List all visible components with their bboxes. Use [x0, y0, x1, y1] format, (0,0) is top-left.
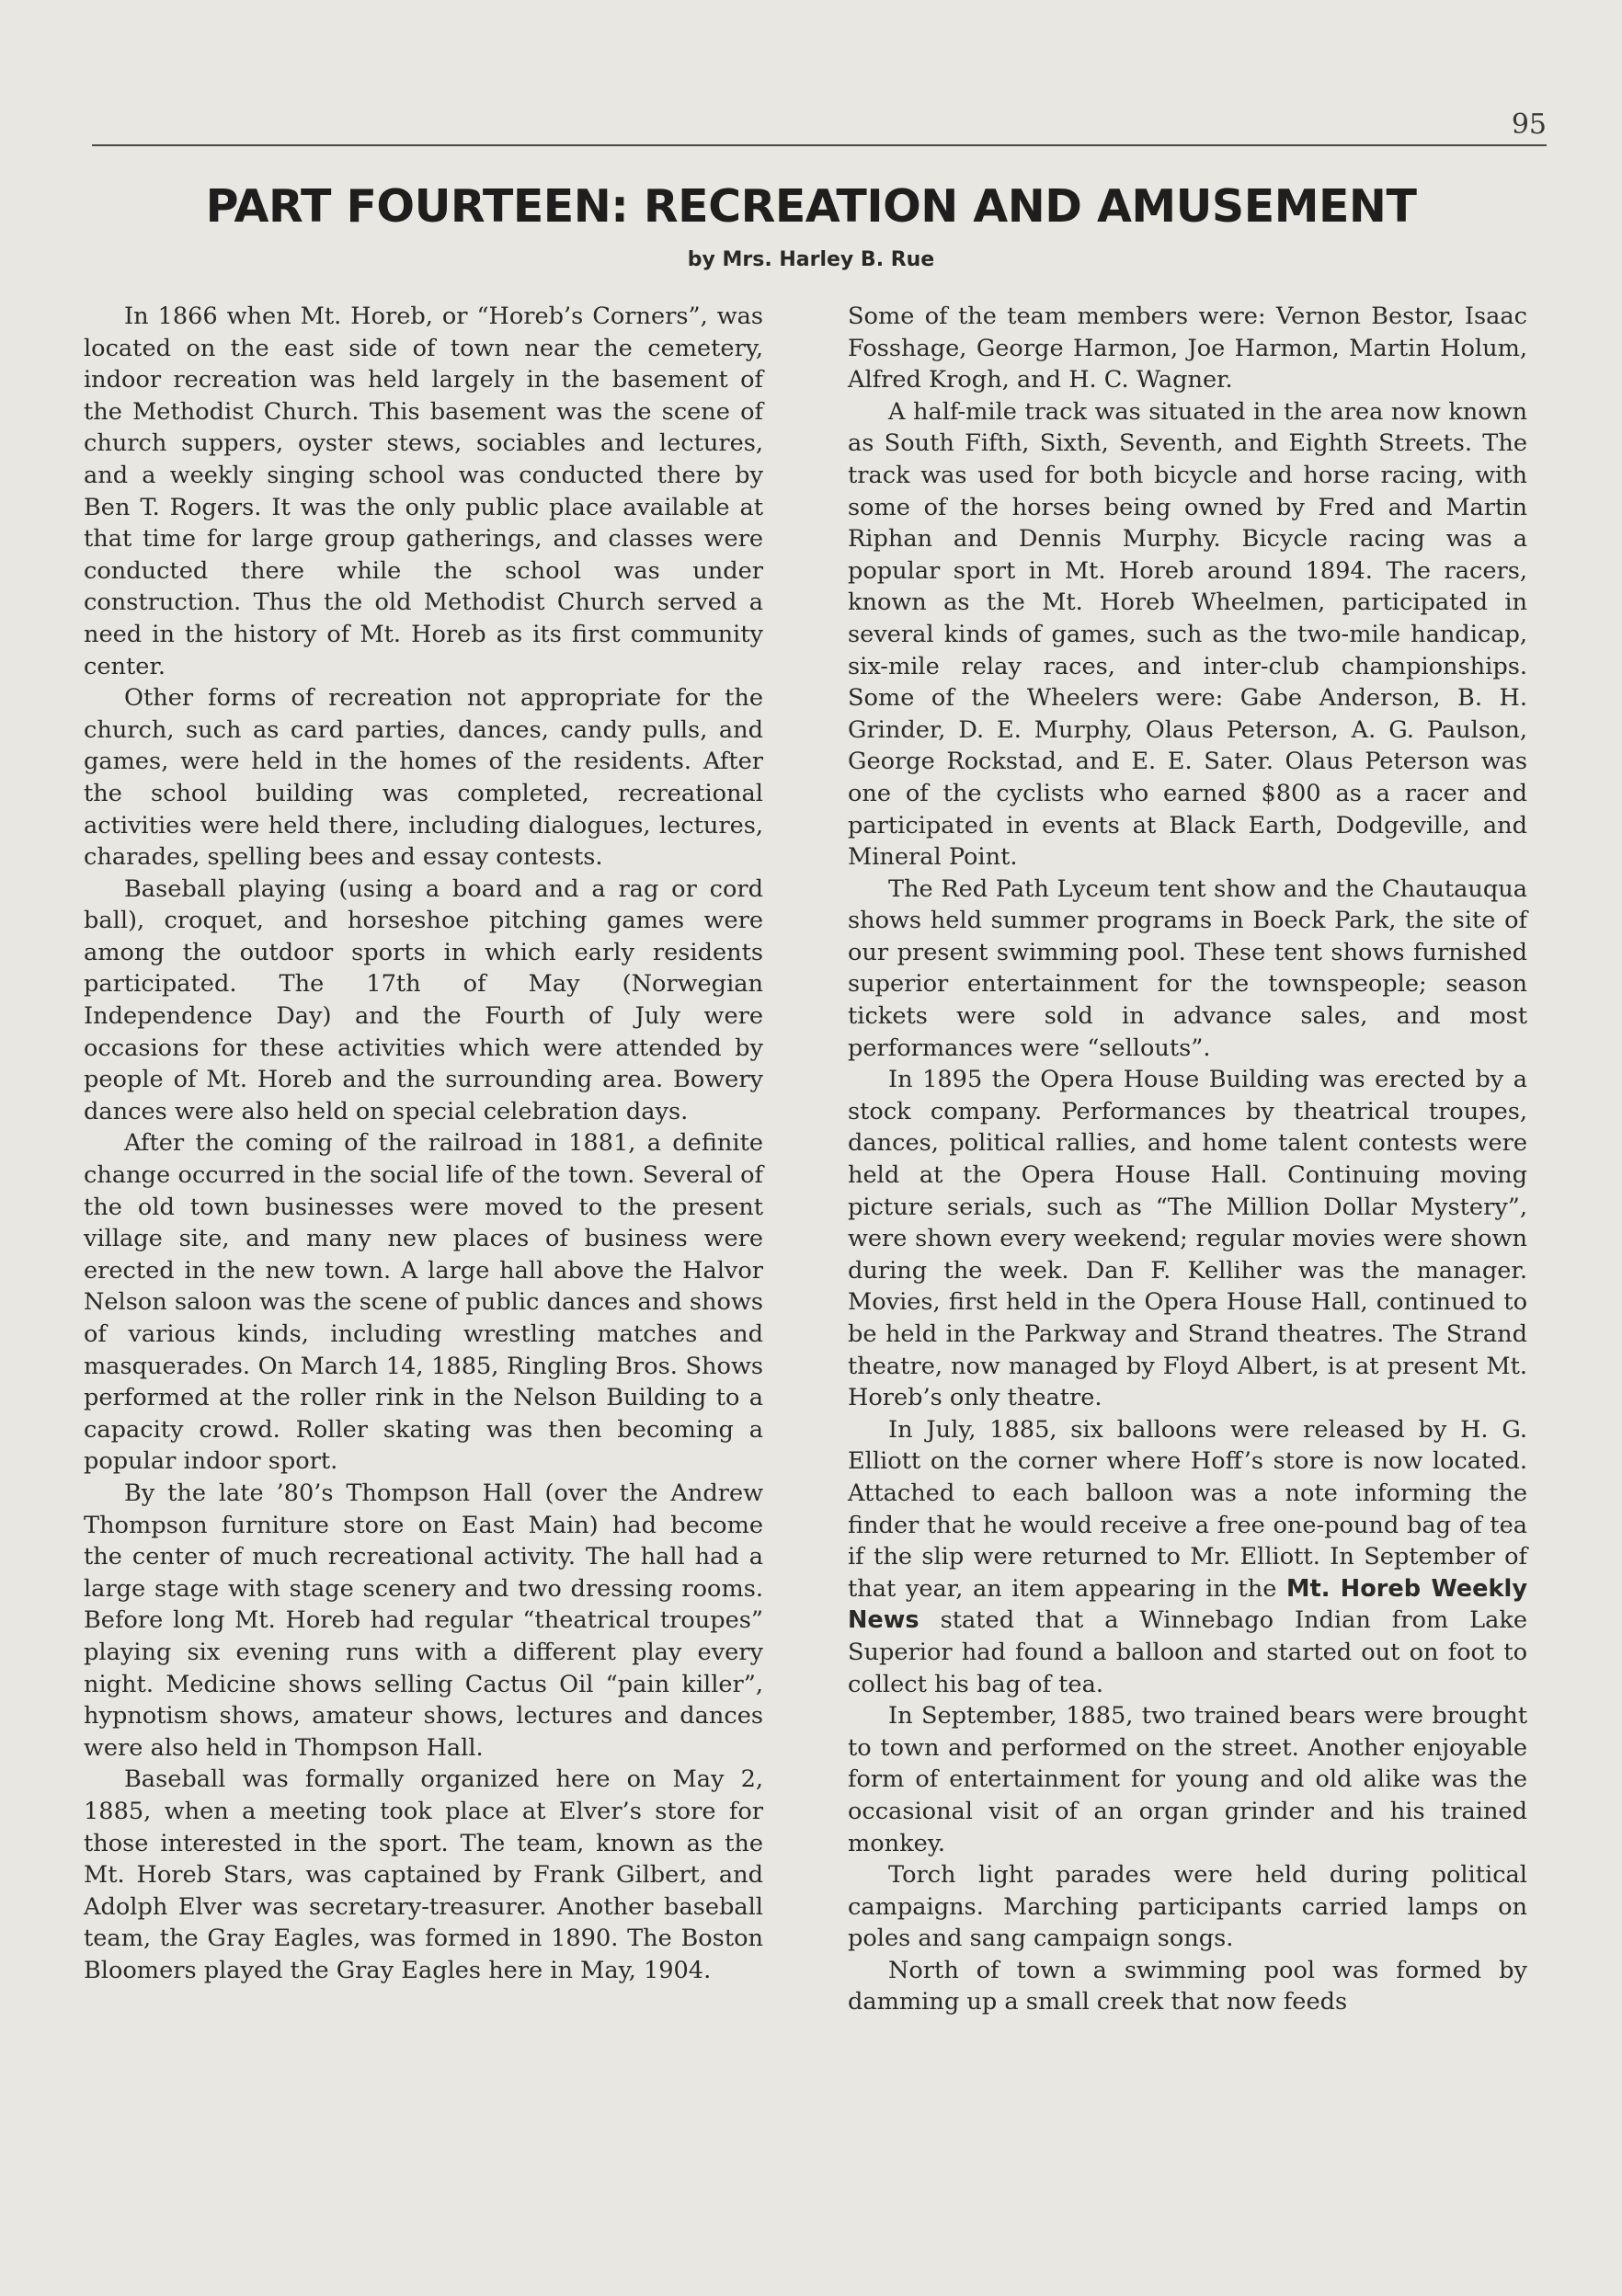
balloons-text-after: stated that a Winnebago Indian from Lake Superior had found a balloon and started out on foot to collect his bag of tea.	[848, 1606, 1528, 1698]
left-column	[84, 301, 763, 1986]
header-rule	[92, 144, 1547, 146]
author-byline: by Mrs. Harley B. Rue	[687, 248, 935, 271]
paragraph-opera-house: In 1895 the Opera House Building was erected by a stock company. Performances by theatrical troupes, dances, political rallies, and home talent contests were held at the Opera House Hall. Continuing moving picture serials, such as “The Million Dollar Mystery”, were shown every weekend; regular movies were shown during the week. Dan F. Kelliher was the manager. Movies, first held in the Opera House Hall, continued to be held in the Parkway and Strand theatres. The Strand theatre, now managed by Floyd Albert, is at present Mt. Horeb’s only theatre.	[848, 1066, 1527, 1412]
paragraph-thompson-hall: By the late ’80’s Thompson Hall (over the Andrew Thompson furniture store on East Main) had become the center of much recreational activity. The hall had a large stage with stage scenery and two dressing rooms. Before long Mt. Horeb had regular “theatrical troupes” playing six evening runs with a different play every night. Medicine shows selling Cactus Oil “pain killer”, hypnotism shows, amateur shows, lectures and dances were also held in Thompson Hall.	[84, 1479, 763, 1762]
paragraph-home-recreation: Other forms of recreation not appropriate for the church, such as card parties, dances, candy pulls, and games, were held in the homes of the residents. After the school building was completed, recreational activities were held there, including dialogues, lectures, charades, spelling bees and essay contests.	[84, 684, 763, 872]
page-number: 95	[1511, 109, 1547, 141]
paragraph-swimming-pool: North of town a swimming pool was formed by damming up a small creek that now feeds	[848, 1956, 1527, 2016]
paragraph-outdoor-sports: Baseball playing (using a board and a rag or cord ball), croquet, and horseshoe pitching games were among the outdoor sports in which early residents participated. The 17th of May (Norwegian Independence Day) and the Fourth of July were occasions for these activities which were attended by people of Mt. Horeb and the surrounding area. Bowery dances were also held on special celebration days.	[84, 874, 763, 1125]
paragraph-baseball: Baseball was formally organized here on May 2, 1885, when a meeting took place at Elver’s store for those interested in the sport. The team, known as the Mt. Horeb Stars, was captained by Frank Gilbert, and Adolph Elver was secretary-treasurer. Another baseball team, the Gray Eagles, was formed in 1890. The Boston Bloomers played the Gray Eagles here in May, 1904.	[84, 1765, 763, 1984]
page-title: PART FOURTEEN: RECREATION AND AMUSEMENT	[205, 180, 1417, 233]
newspaper-name: Mt. Horeb Weekly News	[848, 1574, 1528, 1635]
paragraph-track: A half-mile track was situated in the area now known as South Fifth, Sixth, Seventh, and Eighth Streets. The track was used for both bicycle and horse racing, with some of the horses being owned by Fred and Martin Riphan and Dennis Murphy. Bicycle racing was a popular sport in Mt. Horeb around 1894. The racers, known as the Mt. Horeb Wheelmen, participated in several kinds of games, such as the two-mile handicap, six-mile relay races, and inter-club championships. Some of the Wheelers were: Gabe Anderson, B. H. Grinder, D. E. Murphy, Olaus Peterson, A. G. Paulson, George Rockstad, and E. E. Sater. Olaus Peterson was one of the cyclists who earned $800 as a racer and participated in events at Black Earth, Dodgeville, and Mineral Point.	[848, 397, 1527, 872]
right-column	[848, 301, 1527, 2018]
paragraph-indoor-recreation: In 1866 when Mt. Horeb, or “Horeb’s Corners”, was located on the east side of town near the cemetery, indoor recreation was held largely in the basement of the Methodist Church. This basement was the scene of church suppers, oyster stews, sociables and lectures, and a weekly singing school was conducted there by Ben T. Rogers. It was the only public place available at that time for large group gatherings, and classes were conducted there while the school was under construction. Thus the old Methodist Church served a need in the history of Mt. Horeb as its first community center.	[84, 303, 763, 680]
paragraph-railroad: After the coming of the railroad in 1881, a definite change occurred in the social life of the town. Several of the old town businesses were moved to the present village site, and many new places of business were erected in the new town. A large hall above the Halvor Nelson saloon was the scene of public dances and shows of various kinds, including wrestling matches and masquerades. On March 14, 1885, Ringling Bros. Shows performed at the roller rink in the Nelson Building to a capacity crowd. Roller skating was then becoming a popular indoor sport.	[84, 1129, 763, 1476]
paragraph-lyceum: The Red Path Lyceum tent show and the Chautauqua shows held summer programs in Boeck Park, the site of our present swimming pool. These tent shows furnished superior entertainment for the townspeople; season tickets were sold in advance sales, and most performances were “sellouts”.	[848, 874, 1527, 1062]
paragraph-balloons	[848, 1414, 1527, 1700]
paragraph-team-members: Some of the team members were: Vernon Bestor, Isaac Fosshage, George Harmon, Joe Harmon, Martin Holum, Alfred Krogh, and H. C. Wagner.	[848, 303, 1527, 394]
paragraph-bears: In September, 1885, two trained bears were brought to town and performed on the street. Another enjoyable form of entertainment for young and old alike was the occasional visit of an organ grinder and his trained monkey.	[848, 1702, 1527, 1857]
paragraph-torch-parades: Torch light parades were held during political campaigns. Marching participants carried lamps on poles and sang campaign songs.	[848, 1861, 1527, 1953]
balloons-text-before: In July, 1885, six balloons were released by H. G. Elliott on the corner where Hoff’s store is now located. Attached to each balloon was a note informing the finder that he would receive a free one-pound bag of tea if the slip were returned to Mr. Elliott. In September of that year, an item appearing in the	[848, 1415, 1527, 1603]
